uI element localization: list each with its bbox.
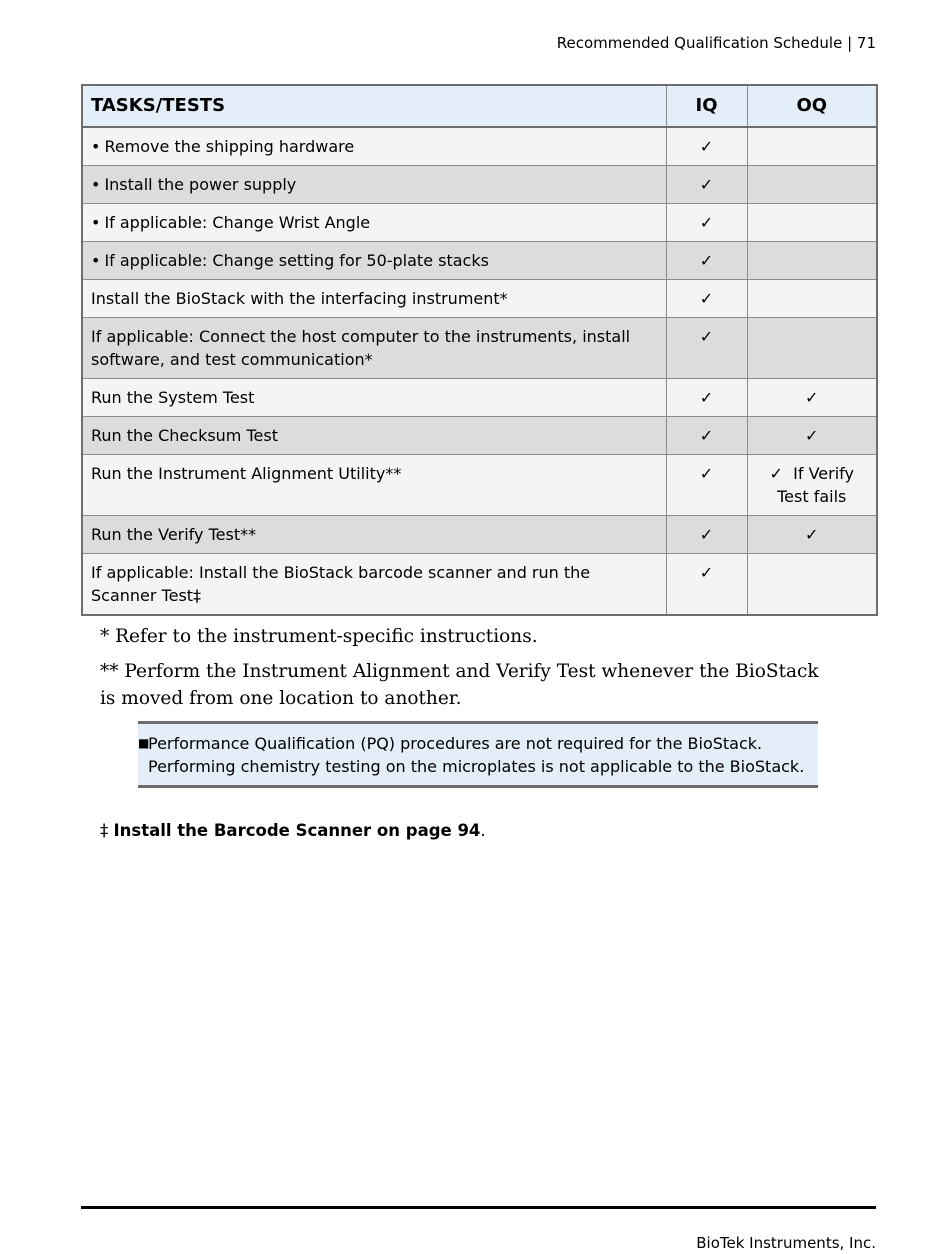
oq-condition-text: If Verify Test fails — [777, 464, 854, 506]
oq-cell — [747, 127, 877, 166]
footnote-alignment: ** Perform the Instrument Alignment and Verify Test whenever the BioStack is moved from one location to another. — [100, 661, 819, 709]
oq-cell — [747, 166, 877, 204]
table-row — [82, 554, 877, 616]
pq-note-box — [138, 721, 818, 788]
iq-cell — [666, 166, 747, 204]
barcode-scanner-link[interactable]: Install the Barcode Scanner on page 94 — [113, 821, 481, 840]
task-cell: Run the Checksum Test — [82, 417, 666, 455]
column-header-oq: OQ — [747, 85, 877, 127]
oq-cell — [747, 280, 877, 318]
column-header-iq: IQ — [666, 85, 747, 127]
task-cell: Run the Verify Test** — [82, 516, 666, 554]
oq-cell — [747, 242, 877, 280]
table-row — [82, 166, 877, 204]
task-cell — [82, 166, 666, 204]
task-cell: Install the BioStack with the interfacing instrument* — [82, 280, 666, 318]
table-row — [82, 242, 877, 280]
table-row — [82, 127, 877, 166]
table-row — [82, 455, 877, 516]
oq-conditional-note — [756, 462, 869, 508]
task-cell: Run the Instrument Alignment Utility** — [82, 455, 666, 516]
table-row — [82, 417, 877, 455]
table-row — [82, 280, 877, 318]
checkmark-icon: ✓ — [699, 137, 714, 156]
checkmark-icon: ✓ — [699, 388, 714, 407]
checkmark-icon: ✓ — [699, 525, 714, 544]
task-cell: If applicable: Connect the host computer to the instruments, install software, and test communication* — [82, 318, 666, 379]
iq-cell — [666, 516, 747, 554]
task-cell — [82, 204, 666, 242]
checkmark-icon: ✓ — [699, 426, 714, 445]
table-row — [82, 379, 877, 417]
checkmark-icon: ✓ — [699, 175, 714, 194]
iq-cell — [666, 242, 747, 280]
checkmark-icon: ✓ — [699, 464, 714, 483]
task-text: If applicable: Change setting for 50-plate stacks — [104, 251, 489, 270]
iq-cell — [666, 455, 747, 516]
checkmark-icon: ✓ — [699, 289, 714, 308]
checkmark-icon: ✓ — [769, 464, 783, 483]
oq-cell — [747, 417, 877, 455]
checkmark-icon: ✓ — [699, 213, 714, 232]
task-text: Install the power supply — [104, 175, 297, 194]
iq-cell — [666, 127, 747, 166]
task-cell: If applicable: Install the BioStack barcode scanner and run the Scanner Test‡ — [82, 554, 666, 616]
oq-cell — [747, 455, 877, 516]
task-cell: Run the System Test — [82, 379, 666, 417]
task-text: If applicable: Change Wrist Angle — [104, 213, 371, 232]
bullet-icon: • — [91, 251, 101, 270]
barcode-reference — [100, 819, 486, 843]
checkmark-icon: ✓ — [805, 388, 819, 407]
bullet-icon: • — [91, 175, 101, 194]
oq-cell — [747, 204, 877, 242]
oq-cell — [747, 379, 877, 417]
running-header: Recommended Qualification Schedule | 71 — [556, 34, 876, 52]
iq-cell — [666, 379, 747, 417]
column-header-tasks: TASKS/TESTS — [82, 85, 666, 127]
footnote-instrument-instructions: * Refer to the instrument-specific instructions. — [100, 626, 538, 647]
double-dagger-symbol: ‡ — [100, 821, 109, 840]
iq-cell — [666, 318, 747, 379]
checkmark-icon: ✓ — [699, 327, 714, 346]
bullet-icon: • — [91, 213, 101, 232]
iq-cell — [666, 204, 747, 242]
qualification-table — [81, 84, 878, 616]
checkmark-icon: ✓ — [805, 525, 819, 544]
checkmark-icon: ✓ — [805, 426, 819, 445]
task-text: Remove the shipping hardware — [104, 137, 355, 156]
footer-company: BioTek Instruments, Inc. — [696, 1234, 876, 1252]
table-row — [82, 204, 877, 242]
pq-note-text: Performance Qualification (PQ) procedures are not required for the BioStack. Performing chemistry testing on the microplates is not applicable to the BioStack. — [148, 734, 805, 776]
square-bullet-icon: ■ — [138, 736, 150, 750]
checkmark-icon: ✓ — [699, 563, 714, 582]
checkmark-icon: ✓ — [699, 251, 714, 270]
bullet-icon: • — [91, 137, 101, 156]
oq-cell — [747, 318, 877, 379]
oq-cell — [747, 554, 877, 616]
table-row — [82, 516, 877, 554]
table-row — [82, 318, 877, 379]
footer-divider — [81, 1206, 876, 1209]
reference-period: . — [480, 821, 486, 840]
iq-cell — [666, 554, 747, 616]
iq-cell — [666, 280, 747, 318]
iq-cell — [666, 417, 747, 455]
task-cell — [82, 242, 666, 280]
task-cell — [82, 127, 666, 166]
table-header-row — [82, 85, 877, 127]
oq-cell — [747, 516, 877, 554]
